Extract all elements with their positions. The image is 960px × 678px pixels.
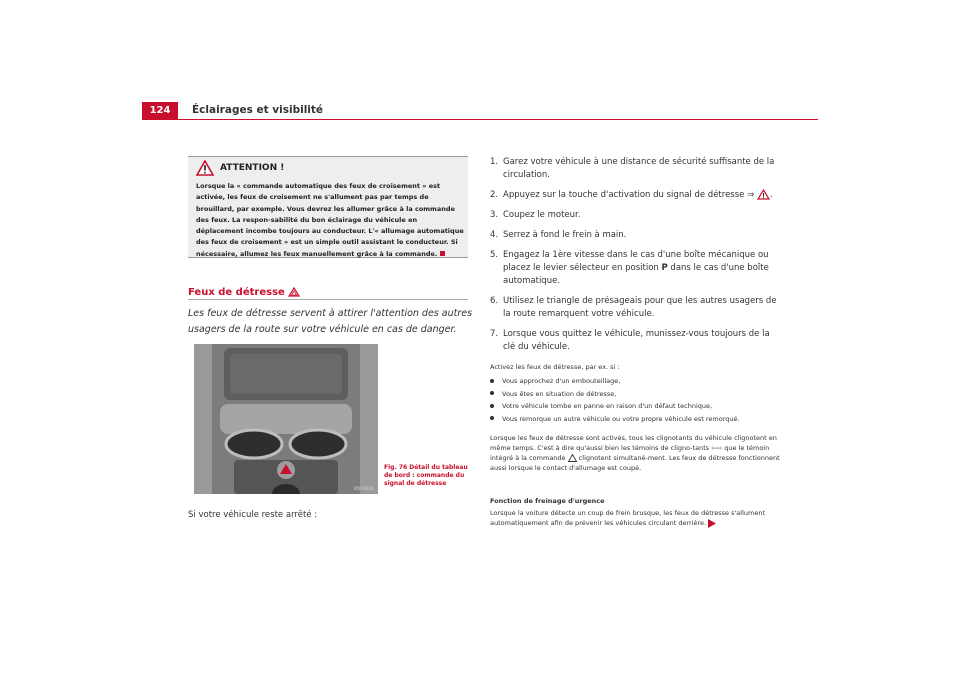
- console-illustration: [194, 344, 378, 494]
- list-item: 2. Appuyez sur la touche d'activation du signal de détresse ⇒ .: [490, 190, 773, 200]
- turn-signal-icon: ⇦⇨: [711, 444, 723, 452]
- step-number: 4.: [490, 230, 499, 240]
- step-text: Garez votre véhicule à une distance de sécurité suffisante de la circulation.: [503, 157, 775, 180]
- list-item: [490, 249, 780, 288]
- step-number: 7.: [490, 329, 499, 339]
- list-item: [490, 209, 780, 222]
- warning-text: Lorsque la « commande automatique des feux de croisement » est activée, les feux de croisement ne s'allument pas par temps de brouillard, par exemple. Vous devrez les allumer grâce à la commande des feux. La respon-sabilité du bon éclairage du véhicule en déplacement incombe toujours au conducteur. L'« allumage automatique des feux de croisement » est un simple outil assistant le conducteur. Si nécessaire, allumez les feux manuellement grâce à la commande.: [196, 182, 464, 258]
- emergency-heading: Fonction de freinage d'urgence: [490, 497, 605, 505]
- step-text: Coupez le moteur.: [503, 210, 581, 220]
- step-text: Engagez la 1ère vitesse dans le cas d'une boîte mécanique ou placez le levier sélecteur en position: [503, 250, 769, 273]
- hazard-paragraph: Lorsque les feux de détresse sont activés, tous les clignotants du véhicule clignotent en même temps. C'est à dire qu'aussi bien les témoins de cligno-tants ⇦⇨ que le témoin intégré à la commande clignotent simultané-ment. Les feux de détresse fonctionnent aussi lorsque le contact d'allumage est coupé.: [490, 434, 780, 472]
- warning-title: ATTENTION !: [220, 163, 285, 173]
- emergency-text: Lorsque la voiture détecte un coup de frein brusque, les feux de détresse s'allument automatiquement afin de prévenir les véhicules circulant derrière.: [490, 509, 766, 527]
- header-rule: [142, 119, 818, 120]
- dashboard-photo: [194, 344, 378, 494]
- continue-arrow-icon: [708, 519, 716, 528]
- step-text: Appuyez sur la touche d'activation du signal de détresse ⇒: [503, 190, 755, 200]
- list-item: [490, 295, 780, 321]
- step-text: Lorsque vous quittez le véhicule, munissez-vous toujours de la clé du véhicule.: [503, 329, 770, 352]
- hazard-triangle-icon: [288, 287, 300, 297]
- step-number: 3.: [490, 210, 499, 220]
- list-item: Votre véhicule tombe en panne en raison d'un défaut technique,: [490, 400, 780, 413]
- page-header-title: Éclairages et visibilité: [192, 104, 324, 116]
- warning-triangle-icon: [196, 160, 214, 176]
- list-item: Vous approchez d'un embouteillage,: [490, 375, 780, 388]
- activate-heading: Activez les feux de détresse, par ex. si :: [490, 363, 620, 371]
- warning-triangle-icon: [757, 189, 770, 200]
- stopped-text: Si votre véhicule reste arrêté :: [188, 510, 318, 520]
- end-square-icon: [440, 251, 445, 256]
- emergency-block: [490, 496, 780, 528]
- list-item: [490, 328, 780, 354]
- steps-list: [490, 156, 780, 361]
- activate-list: [490, 375, 780, 425]
- figure-caption: Fig. 76 Détail du tableau de bord : commande du signal de détresse: [384, 464, 468, 487]
- step-number: 6.: [490, 296, 499, 306]
- activate-block: [490, 361, 780, 425]
- step-number: 5.: [490, 250, 499, 260]
- step-text: dans le cas d'une boîte automatique.: [503, 263, 769, 286]
- list-item: [490, 156, 780, 182]
- list-item: Vous remorque un autre véhicule ou votre propre véhicule est remorqué.: [490, 413, 780, 426]
- gear-position: P: [661, 263, 668, 273]
- step-text: Utilisez le triangle de présageais pour que les autres usagers de la route remarquent votre véhicule.: [503, 296, 777, 319]
- step-number: 2.: [490, 190, 499, 200]
- hazard-triangle-icon: [568, 454, 577, 462]
- page-number: 124: [142, 102, 178, 120]
- list-item: [490, 229, 780, 242]
- figure-code: B5P-0010: [354, 486, 374, 491]
- list-item: Vous êtes en situation de détresse,: [490, 388, 780, 401]
- section-intro: Les feux de détresse servent à attirer l'attention des autres usagers de la route sur votre véhicule en cas de danger.: [188, 308, 473, 335]
- step-text: Serrez à fond le frein à main.: [503, 230, 627, 240]
- section-title: Feux de détresse: [188, 287, 300, 298]
- section-rule: [188, 299, 468, 300]
- step-number: 1.: [490, 157, 499, 167]
